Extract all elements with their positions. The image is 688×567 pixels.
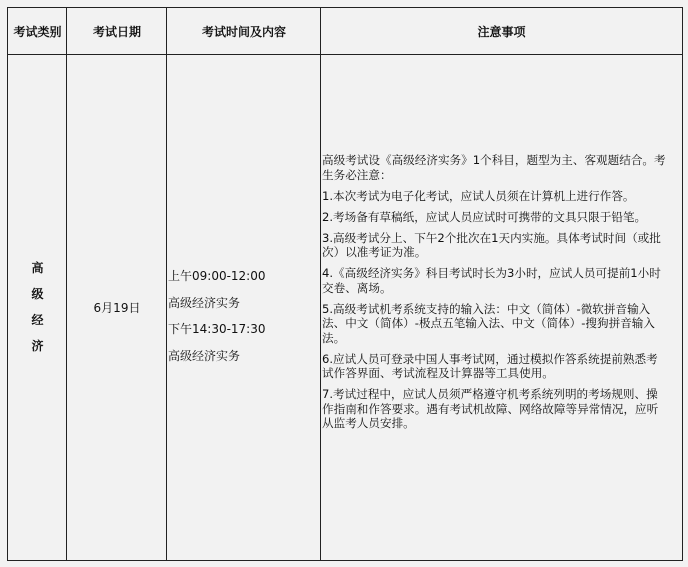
header-exam-time-content: 考试时间及内容 [201, 24, 286, 39]
header-exam-date: 考试日期 [92, 24, 141, 39]
exam-date-text: 6月19日 [93, 300, 141, 315]
morning-subject: 高级经济实务 [168, 295, 241, 310]
column-divider [320, 8, 321, 560]
cell-notes [322, 153, 668, 437]
header-exam-category: 考试类别 [13, 24, 62, 39]
note-item: 6.应试人员可登录中国人事考试网，通过模拟作答系统提前熟悉考试作答界面、考试流程及计算器等工具使用。 [322, 351, 658, 380]
cell-exam-date [67, 54, 167, 560]
note-item: 7.考试过程中，应试人员须严格遵守机考系统列明的考场规则、操作指南和作答要求。遇有考试机故障、网络故障等异常情况，应听从监考人员安排。 [322, 387, 659, 430]
note-item: 5.高级考试机考系统支持的输入法：中文（简体）-微软拼音输入法、中文（简体）-极点五笔输入法、中文（简体）-搜狗拼音输入法。 [322, 301, 655, 345]
morning-time: 上午09:00-12:00 [168, 269, 266, 283]
cell-exam-time-content [168, 263, 318, 369]
header-notes: 注意事项 [477, 24, 526, 39]
note-item: 3.高级考试分上、下午2个批次在1天内实施。具体考试时间（或批次）以准考证为准。 [322, 230, 661, 259]
afternoon-time: 下午14:30-17:30 [168, 322, 266, 336]
notes-intro: 高级考试设《高级经济实务》1个科目，题型为主、客观题结合。考生务必注意： [322, 153, 666, 182]
note-item: 4.《高级经济实务》科目考试时长为3小时，应试人员可提前1小时交卷、离场。 [322, 266, 661, 295]
afternoon-subject: 高级经济实务 [168, 348, 241, 363]
note-item: 1.本次考试为电子化考试，应试人员须在计算机上进行作答。 [322, 188, 635, 203]
cell-exam-category [8, 54, 67, 560]
exam-schedule-table [7, 7, 683, 561]
exam-category-text: 高级经济 [31, 261, 44, 353]
note-item: 2.考场备有草稿纸，应试人员应试时可携带的文具只限于铅笔。 [322, 209, 647, 224]
